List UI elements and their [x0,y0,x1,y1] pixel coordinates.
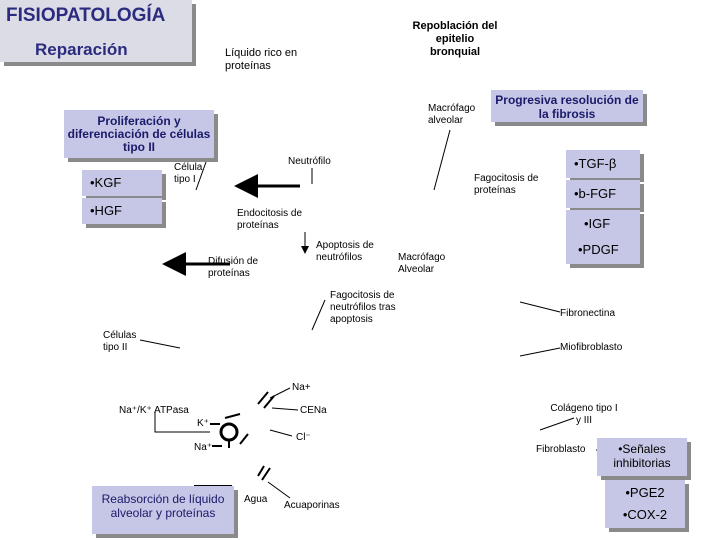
line-cena [272,408,298,410]
tgf-text: •TGF-β [574,156,617,171]
label-atpasa: Na⁺/K⁺ ATPasa [119,405,189,416]
label-fibronectina: Fibronectina [560,308,616,319]
box-reabsorcion [92,486,234,534]
label-fagocitosis-neutrofilos: Fagocitosis de neutrófilos tras apoptosis [330,290,396,325]
box-bfgf [566,180,640,208]
label-colageno: Colágeno tipo I y III [550,403,618,426]
mark-agua2 [262,468,270,480]
label-repoblacion: Repoblación del epitelio bronquial [412,20,498,58]
box-progresiva [491,90,643,122]
box-proliferacion [64,110,214,158]
label-cena: CENa [300,405,327,416]
kgf-text: •KGF [90,175,122,190]
label-miofibroblasto: Miofibroblasto [560,342,623,353]
line-fagocitosis [312,300,325,330]
mark-agua1 [258,466,264,476]
pge2-text: •PGE2 [625,485,665,500]
label-endocitosis: Endocitosis de proteínas [237,208,303,231]
label-agua: Agua [244,494,268,505]
box-kgf [82,170,162,196]
page-title: FISIOPATOLOGÍA [6,5,166,26]
pump-circle [221,424,237,440]
cox2-text: •COX-2 [622,507,668,522]
label-fibroblasto: Fibroblasto [536,444,586,455]
label-difusion: Difusión de proteínas [208,256,259,279]
box-cox2 [605,502,685,528]
box-senales [597,438,687,476]
label-macrofago-alveolar: Macrófago alveolar [428,103,476,126]
reabsorcion-text: Reabsorción de líquido alveolar y proteínas [101,492,225,520]
label-apoptosis: Apoptosis de neutrófilos [316,240,374,263]
label-celulas-tipo2: Células tipo II [103,330,137,353]
line-miofibroblasto [520,348,560,356]
proliferacion-text: Proliferación y diferenciación de células tipo II [67,114,211,154]
pump-stroke2 [240,434,248,444]
label-liquido: Líquido rico en proteínas [225,47,298,72]
senales-text: •Señales inhibitorias [613,442,671,470]
hgf-text: •HGF [90,203,122,218]
label-fagocitosis-proteinas: Fagocitosis de proteínas [474,173,539,196]
line-cl [270,430,292,436]
mark-na2 [264,396,274,408]
label-acuaporinas: Acuaporinas [284,500,340,511]
box-hgf [82,198,162,224]
line-macrofago [434,130,450,190]
box-tgf [566,150,640,178]
line-celulas-tipo2 [140,340,180,348]
bfgf-text: •b-FGF [574,186,617,201]
pump-stroke1 [225,414,240,418]
label-k-plus: K⁺ [197,418,209,429]
label-neutrofilo: Neutrófilo [288,156,331,167]
label-cl-minus: Cl⁻ [296,432,311,443]
page-subtitle: Reparación [35,40,128,59]
progresiva-text: Progresiva resolución de la fibrosis [495,93,639,121]
label-celula-tipo1: Célula tipo I [174,162,203,185]
mark-na1 [258,392,268,404]
label-na-plus: Na+ [292,382,311,393]
line-na [270,388,290,398]
igf-text: •IGF [584,216,611,231]
line-fibronectina [520,302,560,312]
label-macrofago-alveolar2: Macrófago Alveolar [398,252,446,275]
box-pdgf [566,236,640,264]
box-igf [566,210,640,238]
pdgf-text: •PDGF [578,242,619,257]
label-na-plus2: Na⁺ [194,442,213,453]
line-acuaporinas [268,482,290,498]
